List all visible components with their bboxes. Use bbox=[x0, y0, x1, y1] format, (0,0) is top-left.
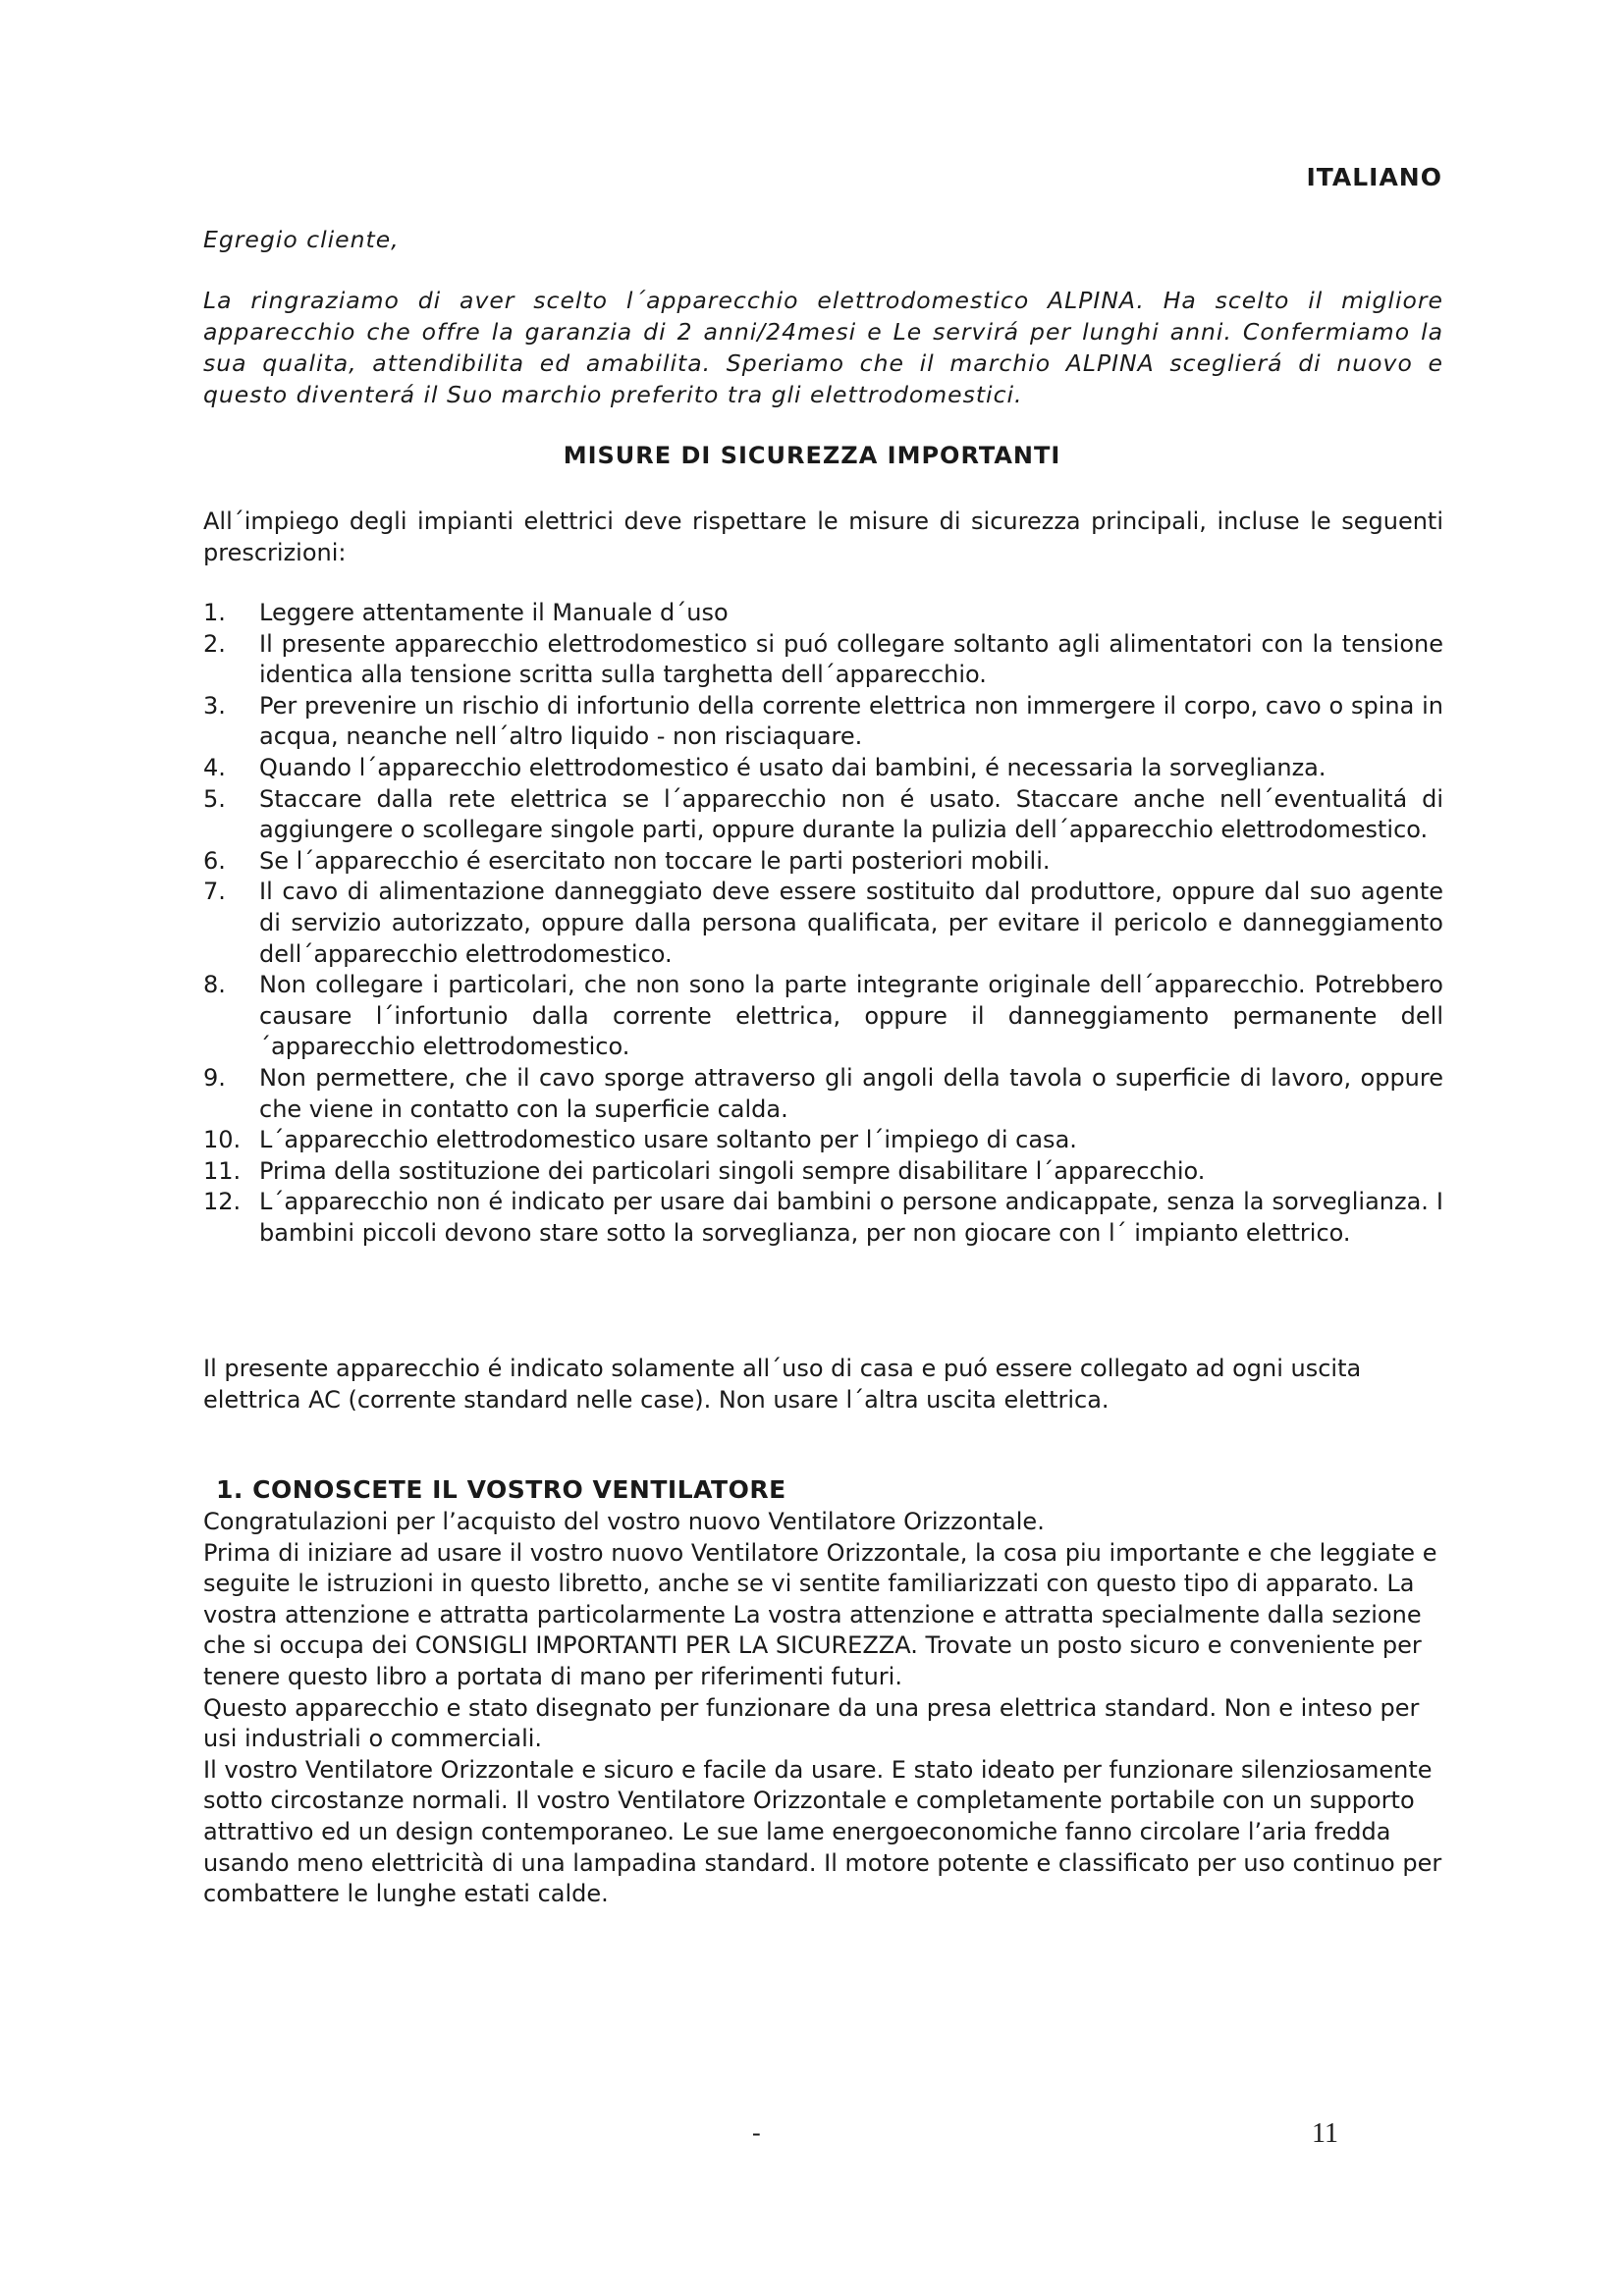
greeting: Egregio cliente, bbox=[203, 226, 400, 253]
safety-item-number: 8. bbox=[203, 971, 226, 999]
section-heading: 1. CONOSCETE IL VOSTRO VENTILATORE bbox=[216, 1475, 786, 1504]
safety-item-number: 10. bbox=[203, 1126, 242, 1154]
safety-item-text: Il presente apparecchio elettrodomestico si puó collegare soltanto agli alimentatori con la tensione identica alla tensione scritta sulla targhetta dell´apparecchio. bbox=[259, 629, 1443, 689]
safety-item bbox=[203, 877, 1443, 970]
safety-item-number: 1. bbox=[203, 599, 226, 626]
safety-item bbox=[203, 784, 1443, 846]
section-body bbox=[203, 1507, 1443, 1910]
safety-item-text: Per prevenire un rischio di infortunio della corrente elettrica non immergere il corpo, cavo o spina in acqua, neanche nell´altro liquido - non risciaquare. bbox=[259, 691, 1443, 751]
safety-item-text: Staccare dalla rete elettrica se l´apparecchio non é usato. Staccare anche nell´eventualitá di aggiungere o scollegare singole parti, oppure durante la pulizia dell´apparecchio elettrodomestico. bbox=[259, 784, 1443, 844]
safety-item bbox=[203, 1063, 1443, 1125]
footer-dash: - bbox=[752, 2118, 761, 2147]
safety-list bbox=[203, 598, 1443, 1249]
safety-item-text: Prima della sostituzione dei particolari singoli sempre disabilitare l´apparecchio. bbox=[259, 1156, 1206, 1185]
safety-item bbox=[203, 598, 1443, 629]
safety-item bbox=[203, 1125, 1443, 1156]
safety-item-text: Quando l´apparecchio elettrodomestico é usato dai bambini, é necessaria la sorveglianza. bbox=[259, 753, 1326, 781]
safety-item-number: 2. bbox=[203, 629, 226, 658]
safety-item-number: 4. bbox=[203, 753, 226, 781]
safety-item-number: 5. bbox=[203, 784, 226, 813]
safety-item bbox=[203, 691, 1443, 753]
safety-item-text: Leggere attentamente il Manuale d´uso bbox=[259, 599, 729, 626]
safety-item-text: L´apparecchio elettrodomestico usare soltanto per l´impiego di casa. bbox=[259, 1126, 1077, 1154]
safety-title: MISURE DI SICUREZZA IMPORTANTI bbox=[563, 442, 1061, 469]
safety-item-number: 11. bbox=[203, 1156, 242, 1185]
safety-item-number: 7. bbox=[203, 878, 226, 906]
safety-item-number: 12. bbox=[203, 1188, 242, 1216]
safety-intro: All´impiego degli impianti elettrici deve rispettare le misure di sicurezza principali, incluse le seguenti prescrizioni: bbox=[203, 507, 1443, 566]
safety-item bbox=[203, 846, 1443, 878]
language-label: ITALIANO bbox=[1306, 163, 1442, 191]
body-paragraph: Congratulazioni per l’acquisto del vostro nuovo Ventilatore Orizzontale. bbox=[203, 1508, 1045, 1535]
safety-item bbox=[203, 970, 1443, 1063]
safety-item bbox=[203, 629, 1443, 691]
body-paragraph: Questo apparecchio e stato disegnato per funzionare da una presa elettrica standard. Non e inteso per usi industriali o commerciali. bbox=[203, 1693, 1420, 1753]
safety-item bbox=[203, 1156, 1443, 1188]
safety-item-text: Non collegare i particolari, che non sono la parte integrante originale dell´apparecchio. Potrebbero causare l´infortunio dalla corrente elettrica, oppure il danneggiamento permanente dell´apparecchio elettrodomestico. bbox=[259, 971, 1443, 1061]
body-paragraph: Prima di iniziare ad usare il vostro nuovo Ventilatore Orizzontale, la cosa piu importante e che leggiate e seguite le istruzioni in questo libretto, anche se vi sentite familiarizzati con questo tipo di apparato. La vostra attenzione e attratta particolarmente La vostra attenzione e attratta specialmente dalla sezione che si occupa dei CONSIGLI IMPORTANTI PER LA SICUREZZA. Trovate un posto sicuro e conveniente per tenere questo libro a portata di mano per riferimenti futuri. bbox=[203, 1538, 1437, 1690]
safety-item-text: L´apparecchio non é indicato per usare dai bambini o persone andicappate, senza la sorveglianza. I bambini piccoli devono stare sotto la sorveglianza, per non giocare con l´ impianto elettrico. bbox=[259, 1188, 1443, 1247]
safety-item-number: 9. bbox=[203, 1063, 226, 1092]
safety-item-text: Non permettere, che il cavo sporge attraverso gli angoli della tavola o superficie di lavoro, oppure che viene in contatto con la superficie calda. bbox=[259, 1063, 1443, 1123]
safety-item-text: Se l´apparecchio é esercitato non toccare le parti posteriori mobili. bbox=[259, 846, 1051, 875]
safety-item bbox=[203, 753, 1443, 784]
safety-item bbox=[203, 1187, 1443, 1249]
safety-item-number: 3. bbox=[203, 691, 226, 720]
safety-item-number: 6. bbox=[203, 846, 226, 875]
safety-closing: Il presente apparecchio é indicato solamente all´uso di casa e puó essere collegato ad ogni uscita elettrica AC (corrente standard nelle case). Non usare l´altra uscita elettrica. bbox=[203, 1355, 1362, 1414]
safety-item-text: Il cavo di alimentazione danneggiato deve essere sostituito dal produttore, oppure dal suo agente di servizio autorizzato, oppure dalla persona qualificata, per evitare il pericolo e danneggiamento dell´apparecchio elettrodomestico. bbox=[259, 878, 1443, 968]
body-paragraph: Il vostro Ventilatore Orizzontale e sicuro e facile da usare. E stato ideato per funzionare silenziosamente sotto circostanze normali. Il vostro Ventilatore Orizzontale e completamente portabile con un supporto attrattivo ed un design contemporaneo. Le sue lame energoeconomiche fanno circolare l’aria fredda usando meno elettricità di una lampadina standard. Il motore potente e classificato per uso continuo per combattere le lunghe estati calde. bbox=[203, 1755, 1442, 1908]
page-number: 11 bbox=[1312, 2118, 1338, 2149]
intro-paragraph: La ringraziamo di aver scelto l´apparecchio elettrodomestico ALPINA. Ha scelto il migliore apparecchio che offre la garanzia di 2 anni/24mesi e Le servirá per lunghi anni. Confermiamo la sua qualita, attendibilita ed amabilita. Speriamo che il marchio ALPINA sceglierá di nuovo e questo diventerá il Suo marchio preferito tra gli elettrodomestici. bbox=[203, 287, 1443, 408]
